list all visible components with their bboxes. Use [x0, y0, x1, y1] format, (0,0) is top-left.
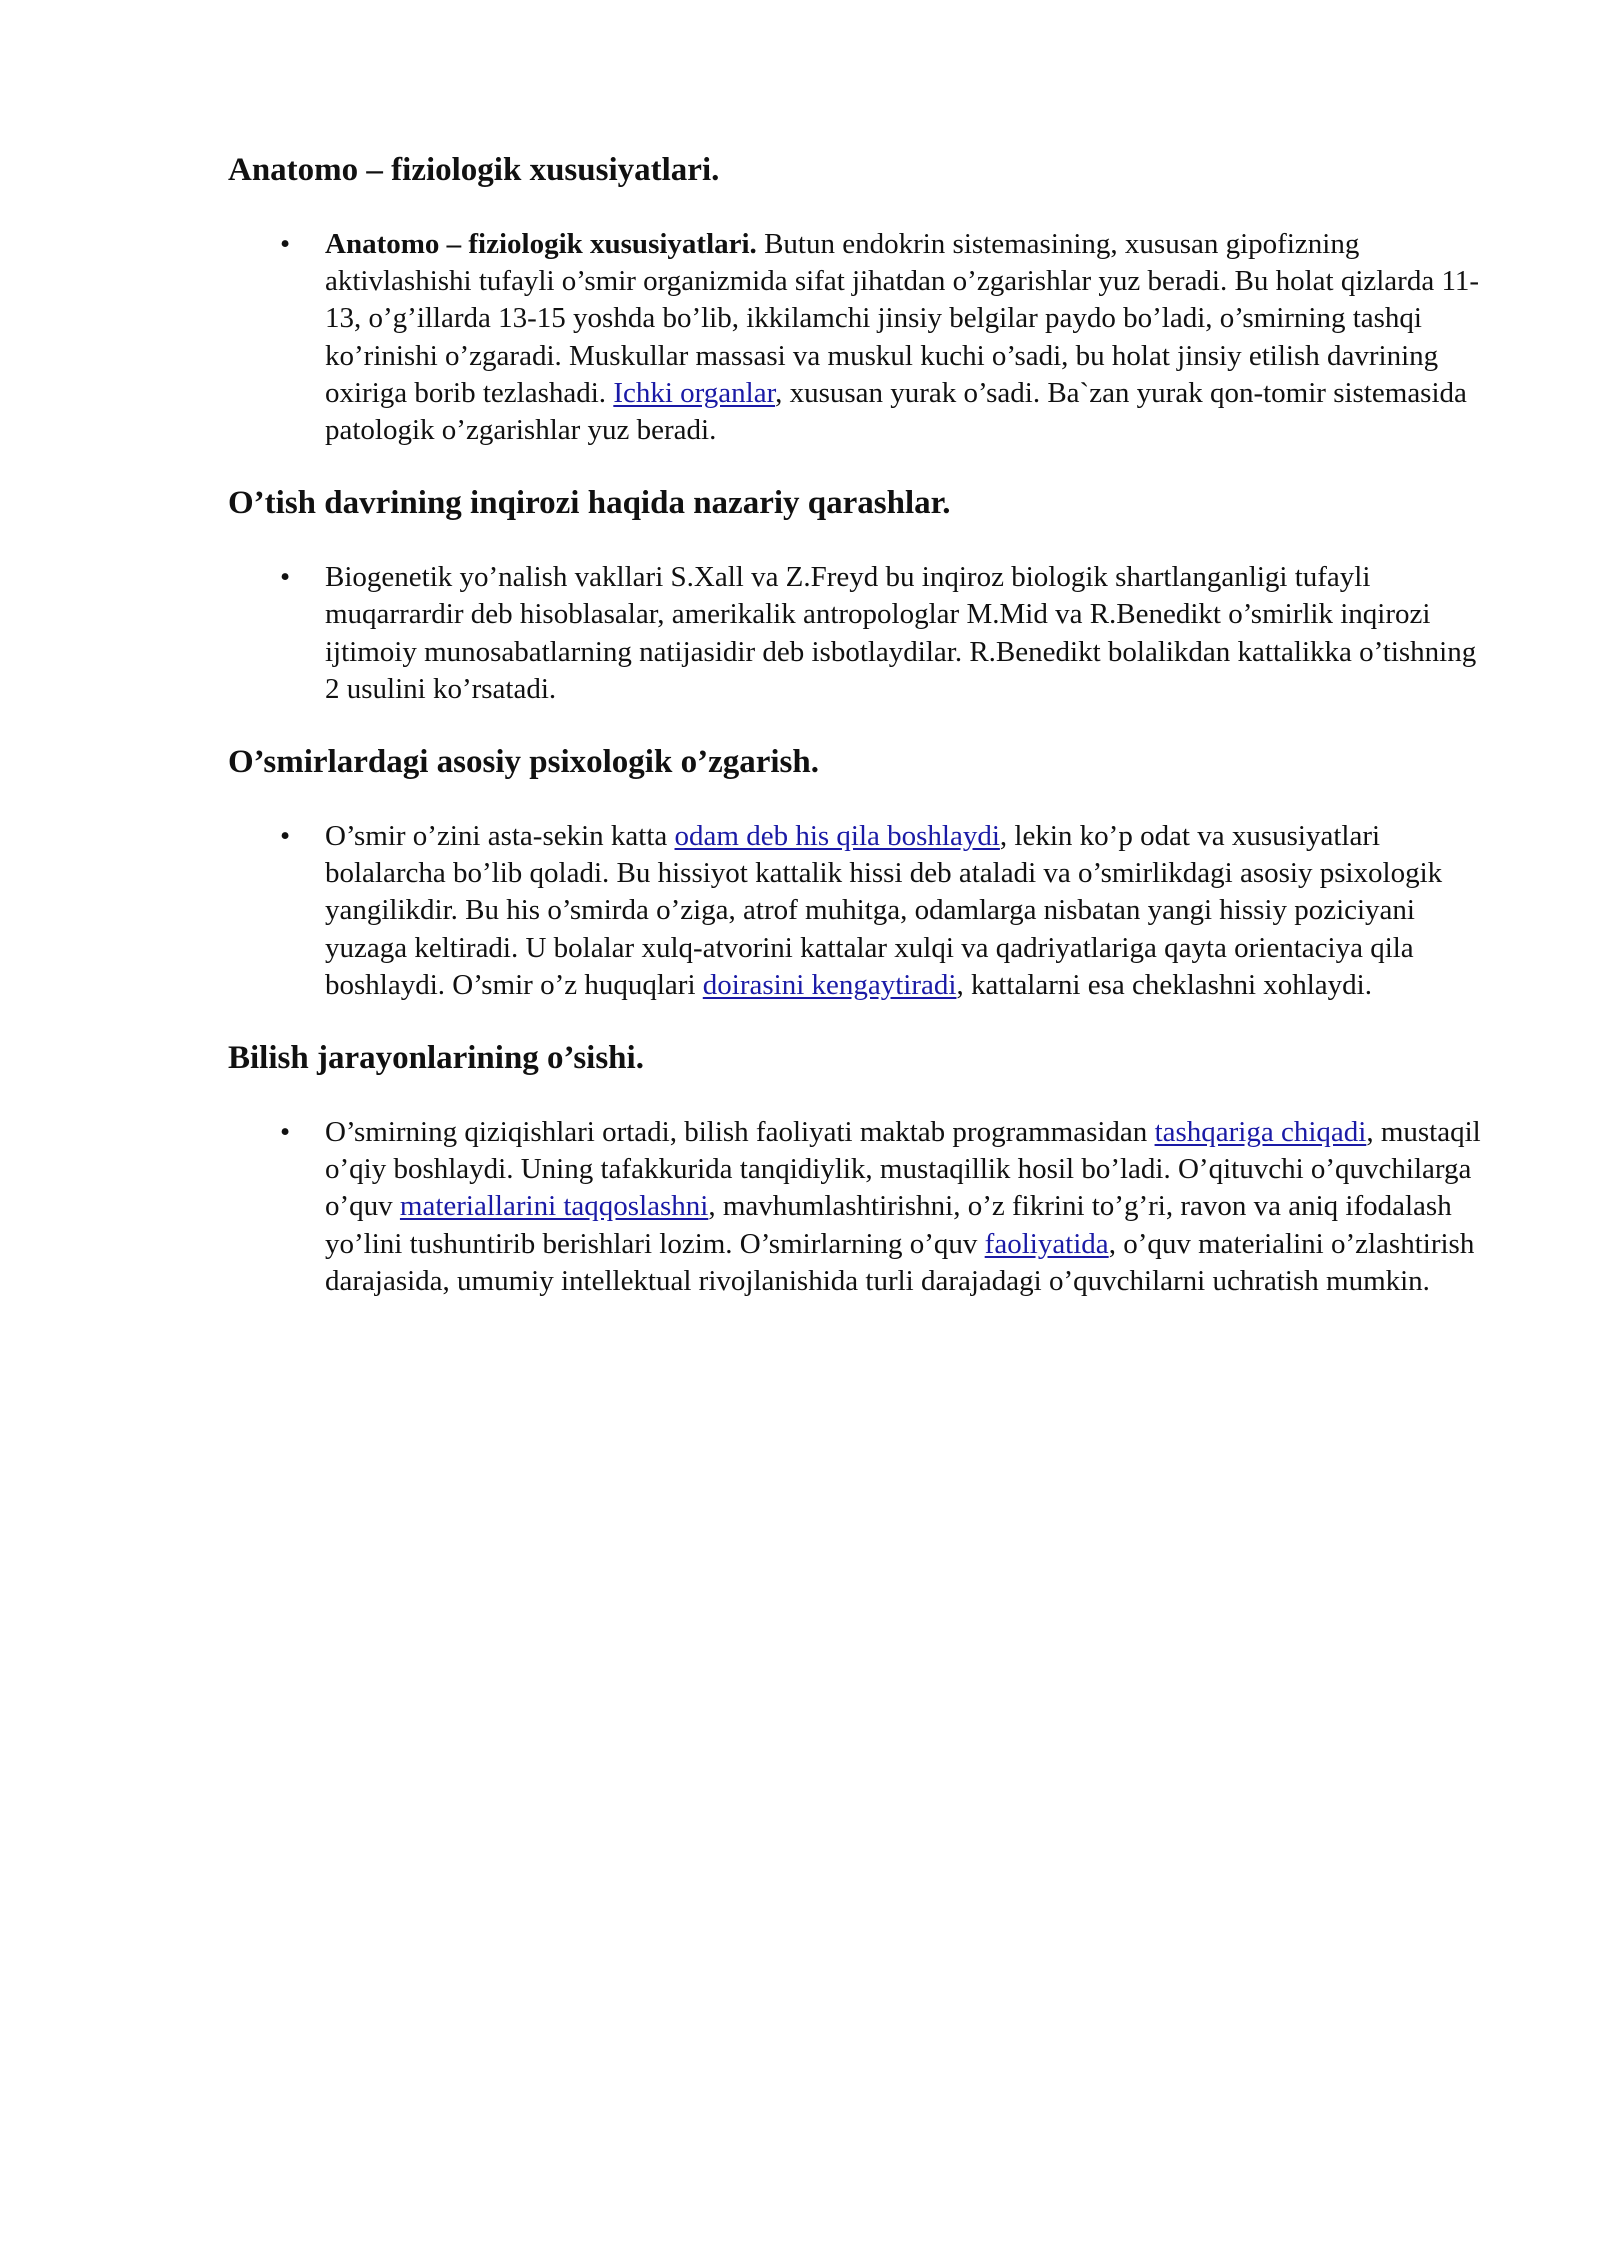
lead-bold-text: Anatomo – fiziologik xususiyatlari.	[325, 228, 757, 260]
paragraph-text: , mustaqil o’qiy boshlaydi. Uning tafakkurida tanqidiylik, mustaqillik hosil bo’ladi. O’qituvchi o’quvchilarga o’quv	[325, 1116, 1481, 1223]
bullet-list	[228, 1114, 1488, 1300]
bullet-icon: •	[280, 561, 291, 594]
paragraph-text: , lekin ko’p odat va xususiyatlari bolalarcha bo’lib qoladi. Bu hissiyot kattalik hissi deb ataladi va o’smirlikdagi asosiy psixologik yangilikdir. Bu his o’smirda o’ziga, atrof muhitga, odamlarga nisbatan yangi hissiy poziciyani yuzaga keltiradi. U bolalar xulq-atvorini kattalar xulqi va qadriyatlariga qayta orientaciya qila boshlaydi. O’smir o’z huquqlari	[325, 820, 1443, 1001]
paragraph-text: , o’quv materialini o’zlashtirish darajasida, umumiy intellektual rivojlanishida turli darajadagi o’quvchilarni uchratish mumkin.	[325, 1227, 1475, 1297]
link-materiallarini-taqqoslashni[interactable]: materiallarini taqqoslashni	[399, 1190, 709, 1223]
paragraph-text: , kattalarni esa cheklashni xohlaydi.	[956, 968, 1372, 1001]
section-bilish-jarayonlari	[228, 1038, 1488, 1300]
link-faoliyatida[interactable]: faoliyatida	[984, 1227, 1109, 1260]
bullet-icon: •	[280, 228, 291, 260]
bullet-list	[228, 226, 1488, 449]
paragraph-text: O’smir o’zini asta-sekin katta	[325, 820, 675, 853]
link-tashqariga-chiqadi[interactable]: tashqariga chiqadi	[1154, 1116, 1367, 1149]
bullet-list	[228, 559, 1488, 708]
link-odam-deb-his[interactable]: odam deb his qila boshlaydi	[674, 820, 1000, 853]
paragraph-text: Butun endokrin sistemasining, xususan gipofizning aktivlashishi tufayli o’smir organizmida sifat jihatdan o’zgarishlar yuz beradi. Bu holat qizlarda 11-13, o’g’illarda 13-15 yoshda bo’lib, ikkilamchi jinsiy belgilar paydo bo’ladi, o’smirning tashqi ko’rinishi o’zgaradi. Muskullar massasi va muskul kuchi o’sadi, bu holat jinsiy etilish davrining oxiriga borib tezlashadi.	[325, 228, 1480, 409]
link-doirasini-kengaytiradi[interactable]: doirasini kengaytiradi	[702, 968, 957, 1001]
list-item	[228, 559, 1488, 708]
section-psixologik-ozgarish	[228, 742, 1488, 1004]
list-item	[228, 818, 1488, 1004]
paragraph-text: O’smirning qiziqishlari ortadi, bilish faoliyati maktab programmasidan	[325, 1116, 1155, 1149]
bullet-icon: •	[280, 820, 291, 853]
section-heading: O’smirlardagi asosiy psixologik o’zgarish.	[228, 744, 819, 781]
paragraph-text: Biogenetik yo’nalish vakllari S.Xall va Z.Freyd bu inqiroz biologik shartlanganligi tufayli muqarrardir deb hisoblasalar, amerikalik antropologlar M.Mid va R.Benedikt o’smirlik inqirozi ijtimoiy munosabatlarning natijasidir deb isbotlaydilar. R.Benedikt bolalikdan kattalikka o’tishning 2 usulini ko’rsatadi.	[325, 561, 1477, 705]
section-heading: Anatomo – fiziologik xususiyatlari.	[228, 152, 720, 188]
link-ichki-organlar[interactable]: Ichki organlar	[613, 376, 776, 409]
section-anatomo-fiziologik	[228, 150, 1488, 449]
section-heading: O’tish davrining inqirozi haqida nazariy qarashlar.	[228, 485, 951, 522]
section-heading: Bilish jarayonlarining o’sishi.	[228, 1040, 644, 1077]
document-content	[228, 150, 1488, 1334]
section-otish-davri-inqirozi	[228, 483, 1488, 708]
list-item	[228, 1114, 1488, 1300]
bullet-icon: •	[280, 1116, 291, 1149]
paragraph-text: , mavhumlashtirishni, o’z fikrini to’g’ri, ravon va aniq ifodalash yo’lini tushuntirib berishlari lozim. O’smirlarning o’quv	[325, 1190, 1452, 1260]
bullet-list	[228, 818, 1488, 1004]
paragraph-text: , xususan yurak o’sadi. Ba`zan yurak qon-tomir sistemasida patologik o’zgarishlar yuz beradi.	[325, 376, 1467, 447]
list-item	[228, 226, 1488, 449]
